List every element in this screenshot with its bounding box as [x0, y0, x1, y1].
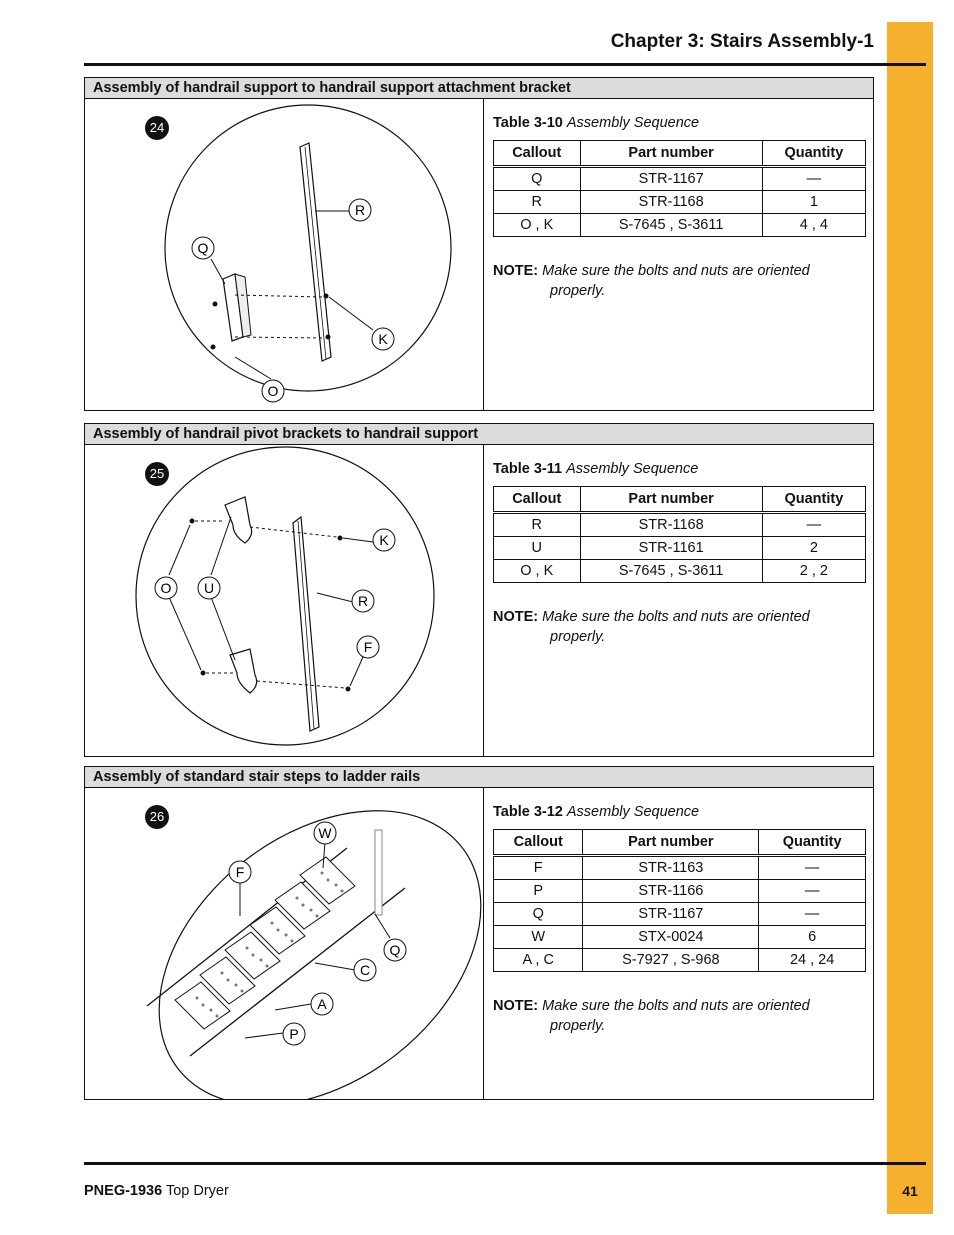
- table-row: R STR-1168 —: [494, 513, 866, 537]
- table-caption: Table 3-11 Assembly Sequence: [493, 461, 699, 477]
- sequence-panel: [493, 804, 865, 1036]
- callout-f: F: [235, 864, 245, 880]
- column-header: Callout: [494, 830, 583, 856]
- callout-k: K: [378, 331, 388, 347]
- column-divider: [483, 788, 484, 1099]
- table-header-row: [494, 487, 866, 513]
- handrail-bracket-diagram: [85, 99, 483, 410]
- sequence-panel: [493, 115, 865, 301]
- column-header: Part number: [580, 487, 762, 513]
- column-header: Quantity: [762, 487, 865, 513]
- section-pivot-brackets: [84, 423, 874, 757]
- column-header: Quantity: [762, 141, 865, 167]
- column-header: Quantity: [759, 830, 866, 856]
- section-handrail-support: [84, 77, 874, 411]
- table-header-row: [494, 141, 866, 167]
- column-divider: [483, 99, 484, 410]
- illustration-step-26: [85, 788, 483, 1099]
- sequence-panel: [493, 461, 865, 647]
- assembly-sequence-table: [493, 486, 866, 583]
- callout-u: U: [203, 580, 215, 596]
- callout-f: F: [363, 639, 373, 655]
- step-badge: 24: [145, 116, 169, 140]
- chapter-title: Chapter 3: Stairs Assembly-1: [610, 31, 874, 52]
- table-row: F STR-1163 —: [494, 856, 866, 880]
- table-row: U STR-1161 2: [494, 537, 866, 560]
- note: NOTE: Make sure the bolts and nuts are oriented properly.: [493, 609, 810, 645]
- footer-rule: [84, 1162, 926, 1165]
- table-caption: Table 3-10 Assembly Sequence: [493, 115, 700, 131]
- table-row: W STX-0024 6: [494, 926, 866, 949]
- column-header: Callout: [494, 141, 581, 167]
- table-row: A , C S-7927 , S-968 24 , 24: [494, 949, 866, 972]
- table-row: O , K S-7645 , S-3611 4 , 4: [494, 214, 866, 237]
- header-rule: [84, 63, 926, 66]
- callout-q: Q: [389, 942, 401, 958]
- callout-o: O: [160, 580, 172, 596]
- callout-p: P: [289, 1026, 299, 1042]
- callout-w: W: [318, 825, 332, 841]
- table-row: Q STR-1167 —: [494, 167, 866, 191]
- footer-document-id: PNEG-1936 Top Dryer: [84, 1183, 229, 1199]
- step-badge: 25: [145, 462, 169, 486]
- callout-k: K: [379, 532, 389, 548]
- note: NOTE: Make sure the bolts and nuts are oriented properly.: [493, 263, 810, 299]
- chapter-sidebar-tab: [887, 22, 933, 1214]
- table-row: Q STR-1167 —: [494, 903, 866, 926]
- callout-o: O: [267, 383, 279, 399]
- table-header-row: [494, 830, 866, 856]
- callout-r: R: [354, 202, 366, 218]
- section-title: Assembly of handrail pivot brackets to handrail support: [85, 424, 873, 445]
- section-title: Assembly of handrail support to handrail support attachment bracket: [85, 78, 873, 99]
- pivot-bracket-diagram: [85, 445, 483, 756]
- callout-q: Q: [197, 240, 209, 256]
- step-badge: 26: [145, 805, 169, 829]
- note: NOTE: Make sure the bolts and nuts are oriented properly.: [493, 998, 810, 1034]
- column-header: Callout: [494, 487, 581, 513]
- callout-c: C: [359, 962, 371, 978]
- table-row: P STR-1166 —: [494, 880, 866, 903]
- callout-r: R: [357, 593, 369, 609]
- illustration-step-25: [85, 445, 483, 756]
- table-row: R STR-1168 1: [494, 191, 866, 214]
- section-stair-steps: [84, 766, 874, 1100]
- table-caption: Table 3-12 Assembly Sequence: [493, 804, 700, 820]
- assembly-sequence-table: [493, 829, 866, 972]
- illustration-step-24: [85, 99, 483, 410]
- page-number: 41: [902, 1183, 918, 1199]
- section-title: Assembly of standard stair steps to ladder rails: [85, 767, 873, 788]
- callout-a: A: [317, 996, 327, 1012]
- table-row: O , K S-7645 , S-3611 2 , 2: [494, 560, 866, 583]
- column-header: Part number: [580, 141, 762, 167]
- column-divider: [483, 445, 484, 756]
- assembly-sequence-table: [493, 140, 866, 237]
- column-header: Part number: [583, 830, 759, 856]
- stair-steps-diagram: [85, 788, 483, 1099]
